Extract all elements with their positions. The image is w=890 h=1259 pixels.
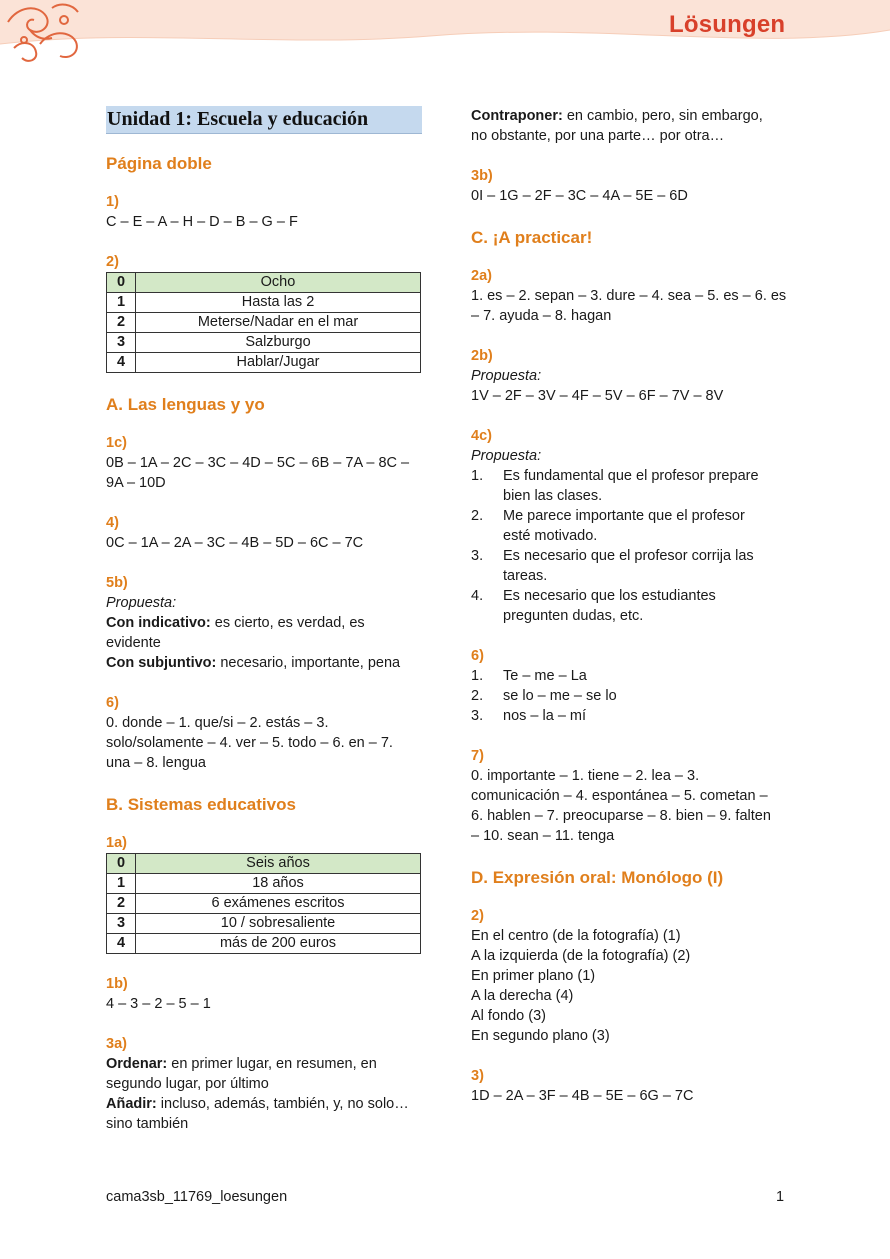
table-row [107,333,421,353]
row-key: 4 [107,934,136,954]
section-title-expresion-oral: D. Expresión oral: Monólogo (I) [471,868,724,887]
answer-line [106,613,422,633]
answer-line: 1V – 2F – 3V – 4F – 5V – 6F – 7V – 8V [471,388,724,404]
item-number: 4. [471,588,484,604]
exercise-label: 2b) [471,348,493,364]
exercise-label: 1b) [106,976,128,992]
header-title: Lösungen [669,11,786,38]
answer-table [106,272,421,373]
exercise-7 [471,746,789,846]
exercise-label: 2a) [471,268,492,284]
exercise-3a [106,1034,422,1134]
left-column [106,106,422,1154]
right-column [471,106,789,1126]
section-title-pagina-doble: Página doble [106,154,212,173]
list-item [471,686,789,706]
item-number: 2. [471,508,484,524]
exercise-1a [106,833,422,954]
exercise-1 [106,192,422,232]
term-label: Añadir: [106,1096,157,1112]
table-row [107,313,421,333]
list-item [471,546,789,586]
list-item [471,706,789,726]
answer-line: En primer plano (1) [471,968,596,984]
row-value: Hasta las 2 [136,293,421,313]
answer-line [106,1094,422,1114]
answer-line: A la izquierda (de la fotografía) (2) [471,948,691,964]
exercise-label: 3a) [106,1036,127,1052]
item-number: 1. [471,468,484,484]
answer-line: A la derecha (4) [471,988,574,1004]
answer-line: evidente [106,635,161,651]
exercise-label: 7) [471,748,484,764]
item-text: se lo – me – se lo [503,688,617,704]
row-key: 0 [107,854,136,874]
row-key: 1 [107,293,136,313]
exercise-6 [106,693,422,773]
answer-line: 0B – 1A – 2C – 3C – 4D – 5C – 6B – 7A – 8C – [106,455,410,471]
footer-filename: cama3sb_11769_loesungen [106,1189,288,1205]
proposal-label: Propuesta: [106,595,177,611]
row-value: Meterse/Nadar en el mar [136,313,421,333]
section-title-practicar: C. ¡A practicar! [471,228,593,247]
term-text: en primer lugar, en resumen, en [167,1056,377,1072]
row-key: 1 [107,874,136,894]
row-key: 3 [107,333,136,353]
exercise-4c [471,426,789,626]
exercise-1c [106,433,422,493]
answer-line: 0C – 1A – 2A – 3C – 4B – 5D – 6C – 7C [106,535,364,551]
row-value: Hablar/Jugar [136,353,421,373]
exercise-label: 6) [106,695,119,711]
section-title-lenguas: A. Las lenguas y yo [106,395,265,414]
exercise-6-right [471,646,789,726]
answer-line [106,1054,422,1074]
list-item [471,666,789,686]
row-value: más de 200 euros [136,934,421,954]
item-text: pregunten dudas, etc. [503,608,644,624]
item-text: Es necesario que los estudiantes [503,588,716,604]
unit-title: Unidad 1: Escuela y educación [106,106,422,134]
exercise-3b [471,166,789,206]
answer-table [106,853,421,954]
row-key: 2 [107,894,136,914]
exercise-2 [106,252,422,373]
answer-line: segundo lugar, por último [106,1076,269,1092]
term-text: incluso, además, también, y, no solo… [156,1096,409,1112]
answer-line: Al fondo (3) [471,1008,546,1024]
exercise-label: 4c) [471,428,492,444]
proposal-label: Propuesta: [471,448,542,464]
term-label: Con subjuntivo: [106,655,217,671]
page-number: 1 [776,1189,785,1205]
answer-line: – 10. sean – 11. tenga [471,828,615,844]
answer-line [471,106,789,126]
item-text: tareas. [503,568,548,584]
table-row [107,353,421,373]
item-number: 2. [471,688,484,704]
term-text: es cierto, es verdad, es [210,615,365,631]
answer-line: 0. importante – 1. tiene – 2. lea – 3. [471,768,700,784]
item-text: nos – la – mí [503,708,587,724]
exercise-label: 2) [471,908,484,924]
table-row [107,273,421,293]
table-row [107,293,421,313]
list-item [471,586,789,626]
table-row [107,874,421,894]
term-text: en cambio, pero, sin embargo, [562,108,763,124]
table-row [107,894,421,914]
exercise-label: 3b) [471,168,493,184]
row-key: 2 [107,313,136,333]
answer-line: – 7. ayuda – 8. hagan [471,308,612,324]
answer-line: 0I – 1G – 2F – 3C – 4A – 5E – 6D [471,188,688,204]
item-text: bien las clases. [503,488,603,504]
exercise-label: 6) [471,648,484,664]
item-number: 3. [471,548,484,564]
exercise-label: 1c) [106,435,127,451]
term-label: Contraponer: [471,108,563,124]
row-value: 10 / sobresaliente [136,914,421,934]
item-text: Te – me – La [503,668,587,684]
term-label: Con indicativo: [106,615,211,631]
list-item [471,466,789,506]
exercise-label: 1) [106,194,119,210]
exercise-2b [471,346,789,406]
exercise-label: 3) [471,1068,484,1084]
item-text: Es fundamental que el profesor prepare [503,468,759,484]
answer-line: no obstante, por una parte… por otra… [471,128,725,144]
row-value: Seis años [136,854,421,874]
term-label: Ordenar: [106,1056,168,1072]
answer-line: 1D – 2A – 3F – 4B – 5E – 6G – 7C [471,1088,694,1104]
exercise-4 [106,513,422,553]
item-text: Me parece importante que el profesor [503,508,745,524]
exercise-5b [106,573,422,673]
answer-line: En segundo plano (3) [471,1028,610,1044]
answer-line: 9A – 10D [106,475,166,491]
floral-ornament-icon [0,0,82,70]
exercise-label: 2) [106,254,119,270]
answer-line: C – E – A – H – D – B – G – F [106,214,298,230]
answer-line: 1. es – 2. sepan – 3. dure – 4. sea – 5. es – 6. es [471,288,787,304]
table-row [107,914,421,934]
exercise-label: 4) [106,515,119,531]
table-row [107,854,421,874]
answer-line: 6. hablen – 7. preocuparse – 8. bien – 9. falten [471,808,771,824]
exercise-2a [471,266,789,326]
row-key: 3 [107,914,136,934]
row-key: 0 [107,273,136,293]
answer-line: sino también [106,1116,189,1132]
exercise-3a-continued [471,106,789,146]
row-value: 6 exámenes escritos [136,894,421,914]
item-text: Es necesario que el profesor corrija las [503,548,754,564]
exercise-2-oral [471,906,789,1046]
numbered-list [471,466,789,626]
section-title-sistemas: B. Sistemas educativos [106,795,296,814]
row-key: 4 [107,353,136,373]
exercise-label: 1a) [106,835,127,851]
numbered-list [471,666,789,726]
answer-line: 4 – 3 – 2 – 5 – 1 [106,996,211,1012]
exercise-label: 5b) [106,575,128,591]
table-row [107,934,421,954]
term-text: necesario, importante, pena [216,655,401,671]
answer-line [106,653,422,673]
answer-line: solo/solamente – 4. ver – 5. todo – 6. en – 7. [106,735,393,751]
item-number: 1. [471,668,484,684]
exercise-1b [106,974,422,1014]
proposal-label: Propuesta: [471,368,542,384]
item-text: esté motivado. [503,528,598,544]
item-number: 3. [471,708,484,724]
answer-line: una – 8. lengua [106,755,206,771]
header-band [0,0,890,70]
row-value: Salzburgo [136,333,421,353]
answer-line: En el centro (de la fotografía) (1) [471,928,681,944]
row-value: Ocho [136,273,421,293]
exercise-3-oral [471,1066,789,1106]
row-value: 18 años [136,874,421,894]
answer-line: 0. donde – 1. que/si – 2. estás – 3. [106,715,329,731]
list-item [471,506,789,546]
answer-line: comunicación – 4. espontánea – 5. cometan – [471,788,768,804]
